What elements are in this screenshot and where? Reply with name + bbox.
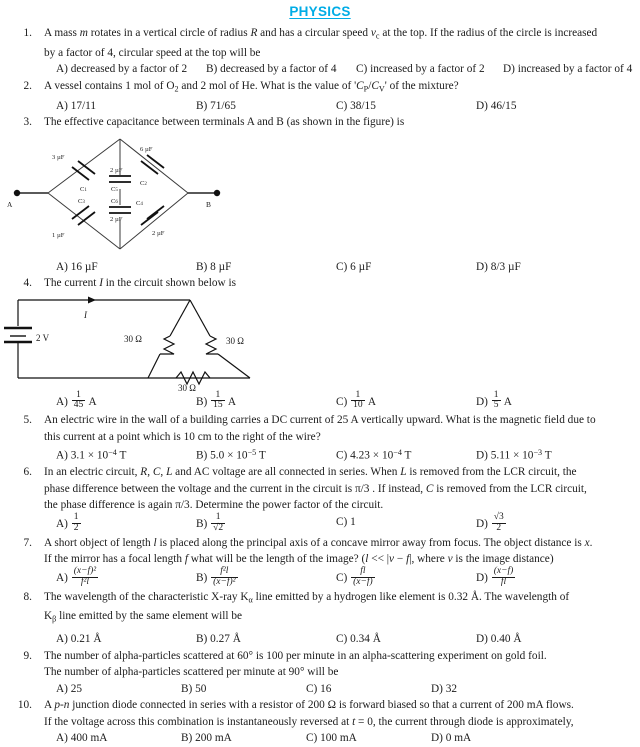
c1-value: 3 µF bbox=[52, 153, 65, 161]
question-line: the phase difference is again π/3. Determine the power factor of the circuit. bbox=[44, 499, 384, 512]
question-7 bbox=[0, 535, 640, 568]
question-line: The number of alpha-particles scattered at 60° is 100 per minute in an alpha-scattering experiment on gold foil. bbox=[44, 649, 547, 662]
option-a[interactable]: A) 0.21 Å bbox=[56, 633, 102, 646]
option-d[interactable]: D) 0 mA bbox=[431, 732, 472, 745]
question-text bbox=[44, 464, 632, 514]
question-line: If the voltage across this combination is instantaneously reversed at t = 0, the current through diode is approximately, bbox=[44, 715, 574, 728]
option-a[interactable]: A) $\frac{\text{(x−f)²}}{\text{f²l}}$ bbox=[56, 565, 97, 587]
option-b[interactable]: B) 8 µF bbox=[196, 260, 232, 273]
question-4-options bbox=[0, 389, 640, 413]
option-b[interactable]: B) decreased by a factor of 4 bbox=[206, 63, 337, 76]
question-line: A vessel contains 1 mol of $O_2$ and 2 mol of He. What is the value of '$C_P/C_V$' of the mixture? bbox=[44, 79, 459, 94]
question-8-options bbox=[0, 628, 640, 648]
question-line: $K_\beta$ line emitted by the same element will be bbox=[44, 610, 243, 624]
capacitor-bridge-diagram bbox=[0, 131, 640, 259]
question-text bbox=[44, 78, 632, 98]
resistor-right-label: 30 Ω bbox=[226, 335, 244, 346]
question-3 bbox=[0, 114, 640, 131]
question-text bbox=[44, 25, 632, 61]
option-c[interactable]: C) 0.34 Å bbox=[336, 633, 381, 646]
question-number: 6. bbox=[23, 466, 32, 479]
battery-label: 2 V bbox=[36, 332, 50, 343]
question-6-options bbox=[0, 511, 640, 535]
question-text bbox=[44, 648, 632, 681]
c5-id: C5 bbox=[111, 185, 118, 193]
resistor-left-label: 30 Ω bbox=[124, 333, 142, 344]
c4-id: C4 bbox=[136, 199, 143, 207]
question-6 bbox=[0, 464, 640, 514]
question-line: phase difference between the voltage and the current in the circuit is π/3 . If instead, C is removed from the LCR circuit, bbox=[44, 482, 587, 495]
question-text bbox=[44, 535, 632, 568]
c6-value: 2 µF bbox=[110, 215, 123, 223]
question-line: The current I in the circuit shown below is bbox=[44, 277, 236, 290]
question-number: 2. bbox=[23, 79, 32, 92]
option-b[interactable]: B) $\frac{1}{√2}$ bbox=[196, 511, 224, 533]
option-c[interactable]: C) $\frac{fl}{(x-f)}$ bbox=[336, 565, 373, 587]
option-a[interactable]: A) 17/11 bbox=[56, 99, 97, 112]
option-d[interactable]: D) 8/3 µF bbox=[476, 260, 521, 273]
option-c[interactable]: C) increased by a factor of 2 bbox=[356, 63, 485, 76]
option-d[interactable]: D) 32 bbox=[431, 682, 458, 695]
question-number: 7. bbox=[23, 536, 32, 549]
c4-value: 2 µF bbox=[152, 229, 165, 237]
question-9-options bbox=[0, 681, 640, 698]
question-2-options bbox=[0, 98, 640, 115]
question-line: A mass m rotates in a vertical circle of radius R and has a circular speed $v_c$ at the top. If the radius of the circle is increased bbox=[44, 27, 598, 41]
option-a[interactable]: A) 400 mA bbox=[56, 732, 108, 745]
question-4 bbox=[0, 275, 640, 292]
option-b[interactable]: B) 200 mA bbox=[181, 732, 232, 745]
option-c[interactable]: C) 6 µF bbox=[336, 260, 372, 273]
question-8 bbox=[0, 589, 640, 629]
question-line: this current at a point which is 10 cm to the right of the wire? bbox=[44, 430, 321, 443]
question-5-options bbox=[0, 445, 640, 464]
option-d[interactable]: D) $\frac{√3}{2}$ bbox=[476, 511, 504, 533]
current-label: I bbox=[84, 309, 87, 320]
terminal-a-label: A bbox=[7, 199, 13, 209]
option-a[interactable]: A) 25 bbox=[56, 682, 83, 695]
option-a[interactable]: A) 16 µF bbox=[56, 260, 98, 273]
option-b[interactable]: B) 71/65 bbox=[196, 99, 236, 112]
question-text bbox=[44, 697, 632, 730]
question-5 bbox=[0, 412, 640, 445]
page-title: PHYSICS bbox=[289, 4, 351, 19]
option-b[interactable]: B) $\frac{\text{f²l}}{\text{(x−f)²}}$ bbox=[196, 565, 236, 587]
question-number: 3. bbox=[23, 116, 32, 129]
option-d[interactable]: D) $\frac{(x-f)}{fl}$ bbox=[476, 565, 514, 587]
c3-id: C3 bbox=[78, 197, 85, 205]
question-text bbox=[44, 412, 632, 445]
question-text bbox=[44, 275, 632, 292]
question-number: 10. bbox=[17, 699, 32, 712]
question-2 bbox=[0, 78, 640, 98]
terminal-b-label: B bbox=[206, 199, 211, 209]
option-a[interactable]: A) $\frac{1}{45}$ A bbox=[56, 389, 97, 411]
option-b[interactable]: B) $5.0 \times 10^{-5}$ T bbox=[196, 448, 266, 462]
question-line: The number of alpha-particles scattered per minute at 90° will be bbox=[44, 666, 339, 679]
question-line: The wavelength of the characteristic X-ray $K_\alpha$ line emitted by a hydrogen like element is 0.32 Å. The wavelength of bbox=[44, 590, 570, 604]
option-d[interactable]: D) 46/15 bbox=[476, 99, 517, 112]
question-line: by a factor of 4, circular speed at the top will be bbox=[44, 46, 261, 59]
question-1-options bbox=[0, 61, 640, 78]
option-d[interactable]: D) $\frac{1}{5}$ A bbox=[476, 389, 512, 411]
option-c[interactable]: C) 100 mA bbox=[306, 732, 357, 745]
question-line: A p-n junction diode connected in series with a resistor of 200 Ω is forward biased so that a current of 200 mA flows. bbox=[44, 699, 574, 712]
question-number: 4. bbox=[23, 277, 32, 290]
option-c[interactable]: C) 16 bbox=[306, 682, 332, 695]
question-line: If the mirror has a focal length f what will be the length of the image? (l << |v − f|, where v is the image distance) bbox=[44, 553, 554, 566]
question-3-options bbox=[0, 259, 640, 276]
option-a[interactable]: A) decreased by a factor of 2 bbox=[56, 63, 188, 76]
question-1 bbox=[0, 25, 640, 61]
c1-id: C1 bbox=[80, 185, 87, 193]
option-d[interactable]: D) increased by a factor of 4 bbox=[503, 63, 633, 76]
question-number: 9. bbox=[23, 649, 32, 662]
option-c[interactable]: C) 1 bbox=[336, 515, 356, 528]
option-c[interactable]: C) 38/15 bbox=[336, 99, 376, 112]
question-text bbox=[44, 589, 632, 629]
question-line: The effective capacitance between terminals A and B (as shown in the figure) is bbox=[44, 116, 405, 129]
c6-id: C6 bbox=[111, 197, 118, 205]
question-line: An electric wire in the wall of a building carries a DC current of 25 A vertically upward. What is the magnetic field due to bbox=[44, 414, 596, 427]
question-9 bbox=[0, 648, 640, 681]
question-text bbox=[44, 114, 632, 131]
option-d[interactable]: D) 0.40 Å bbox=[476, 633, 522, 646]
c5-value: 2 µF bbox=[110, 166, 123, 174]
question-10 bbox=[0, 697, 640, 730]
question-number: 5. bbox=[23, 414, 32, 427]
question-line: A short object of length l is placed along the principal axis of a concave mirror away from focus. The object distance is x. bbox=[44, 536, 593, 549]
resistor-triangle-circuit bbox=[0, 292, 640, 392]
question-7-options bbox=[0, 565, 640, 589]
question-line: In an electric circuit, R, C, L and AC voltage are all connected in series. When L is removed from the LCR circuit, the bbox=[44, 466, 577, 479]
option-c[interactable]: C) $4.23 \times 10^{-4}$ T bbox=[336, 448, 412, 462]
option-a[interactable]: A) $3.1 \times 10^{-4}$ T bbox=[56, 448, 127, 462]
option-a[interactable]: A) $\frac{1}{2}$ bbox=[56, 511, 79, 533]
c2-id: C2 bbox=[140, 179, 147, 187]
question-number: 1. bbox=[23, 27, 32, 39]
option-c[interactable]: C) $\frac{1}{10}$ A bbox=[336, 389, 376, 411]
option-d[interactable]: D) $5.11 \times 10^{-3}$ T bbox=[476, 448, 552, 462]
c3-value: 1 µF bbox=[52, 231, 65, 239]
option-b[interactable]: B) $\frac{1}{15}$ A bbox=[196, 389, 236, 411]
question-number: 8. bbox=[23, 590, 32, 603]
question-10-options bbox=[0, 730, 640, 747]
resistor-bottom-label: 30 Ω bbox=[178, 382, 196, 392]
c2-value: 6 µF bbox=[140, 145, 153, 153]
option-b[interactable]: B) 50 bbox=[181, 682, 207, 695]
option-b[interactable]: B) 0.27 Å bbox=[196, 633, 241, 646]
